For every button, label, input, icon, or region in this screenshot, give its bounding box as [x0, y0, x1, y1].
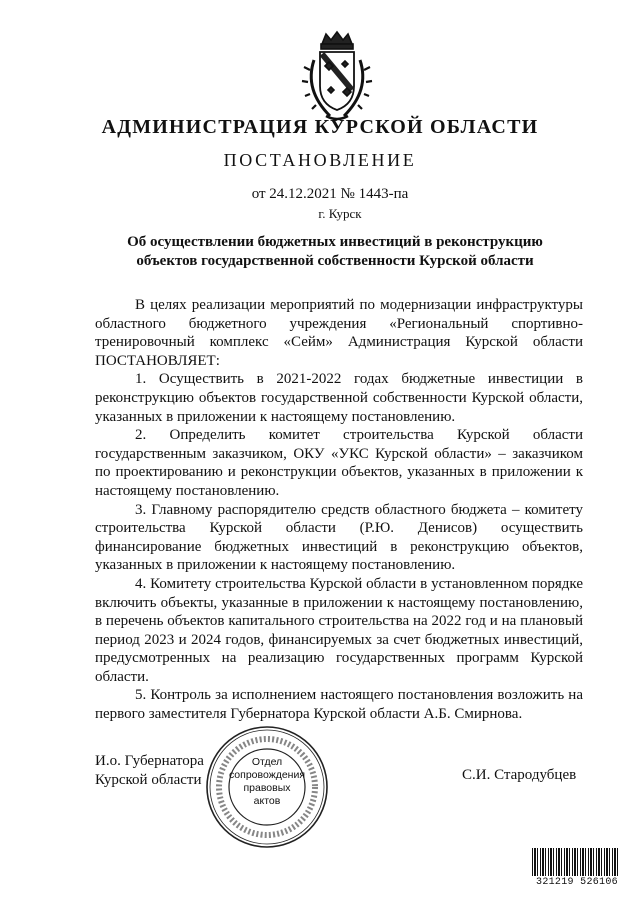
- body-item-1: 1. Осуществить в 2021-2022 годах бюджетные инвестиции в реконструкцию объектов государственной собственности Курской области, указанных в приложении к настоящему постановлению.: [95, 371, 583, 425]
- signatory-role-line2: Курской области: [95, 772, 202, 788]
- barcode-number: 321219 526106: [536, 877, 618, 888]
- organization-title: АДМИНИСТРАЦИЯ КУРСКОЙ ОБЛАСТИ: [101, 116, 539, 138]
- body-item-3: 3. Главному распорядителю средств областного бюджета – комитету строительства Курской области (Р.Ю. Денисов) осуществить финансирование бюджетных инвестиций в реконструкцию объектов, указанных в приложении к настоящему постановлению.: [95, 501, 583, 574]
- body-preamble: В целях реализации мероприятий по модернизации инфраструктуры областного бюджетного учреждения «Региональный спортивно-тренировочный комплекс «Сейм» Администрация Курской области ПОСТАНОВЛЯЕТ:: [95, 297, 583, 369]
- signatory-name: С.И. Стародубцев: [462, 767, 577, 783]
- body-item-4: 4. Комитету строительства Курской области в установленном порядке включить объекты, указанные в приложении к настоящему постановлению, в перечень объектов капитального строительства на 2022 год и на плановый период 2023 и 2024 годов, финансируемых за счет бюджетных инвестиций, предусмотренных на реализацию государственных программ Курской области.: [95, 575, 583, 685]
- signatory-role-line1: И.о. Губернатора: [95, 753, 204, 769]
- document-barcode: [532, 848, 620, 876]
- stamp-text: [204, 756, 330, 808]
- stamp-line-1: Отдел: [251, 756, 283, 768]
- stamp-line-2: сопровождения: [228, 769, 306, 781]
- body-item-2: 2. Определить комитет строительства Курской области государственным заказчиком, ОКУ «УКС Курской области» – заказчиком по проектированию и реконструкции объектов, указанных в приложении к настоящему постановлению.: [95, 427, 583, 499]
- signatory-role: [95, 752, 204, 790]
- body-item-5: 5. Контроль за исполнением настоящего постановления возложить на первого заместителя Губернатора Курской области А.Б. Смирнова.: [95, 687, 583, 723]
- document-city: г. Курск: [318, 206, 362, 221]
- document-date-number: от 24.12.2021 № 1443-па: [251, 186, 409, 202]
- document-body: [95, 296, 583, 724]
- stamp-line-4: актов: [253, 795, 281, 807]
- document-subject: Об осуществлении бюджетных инвестиций в реконструкцию объектов государственной собственности Курской области: [127, 234, 543, 269]
- stamp-line-3: правовых: [243, 782, 291, 794]
- coat-of-arms-emblem: [300, 30, 374, 122]
- document-type-title: ПОСТАНОВЛЕНИЕ: [223, 150, 417, 170]
